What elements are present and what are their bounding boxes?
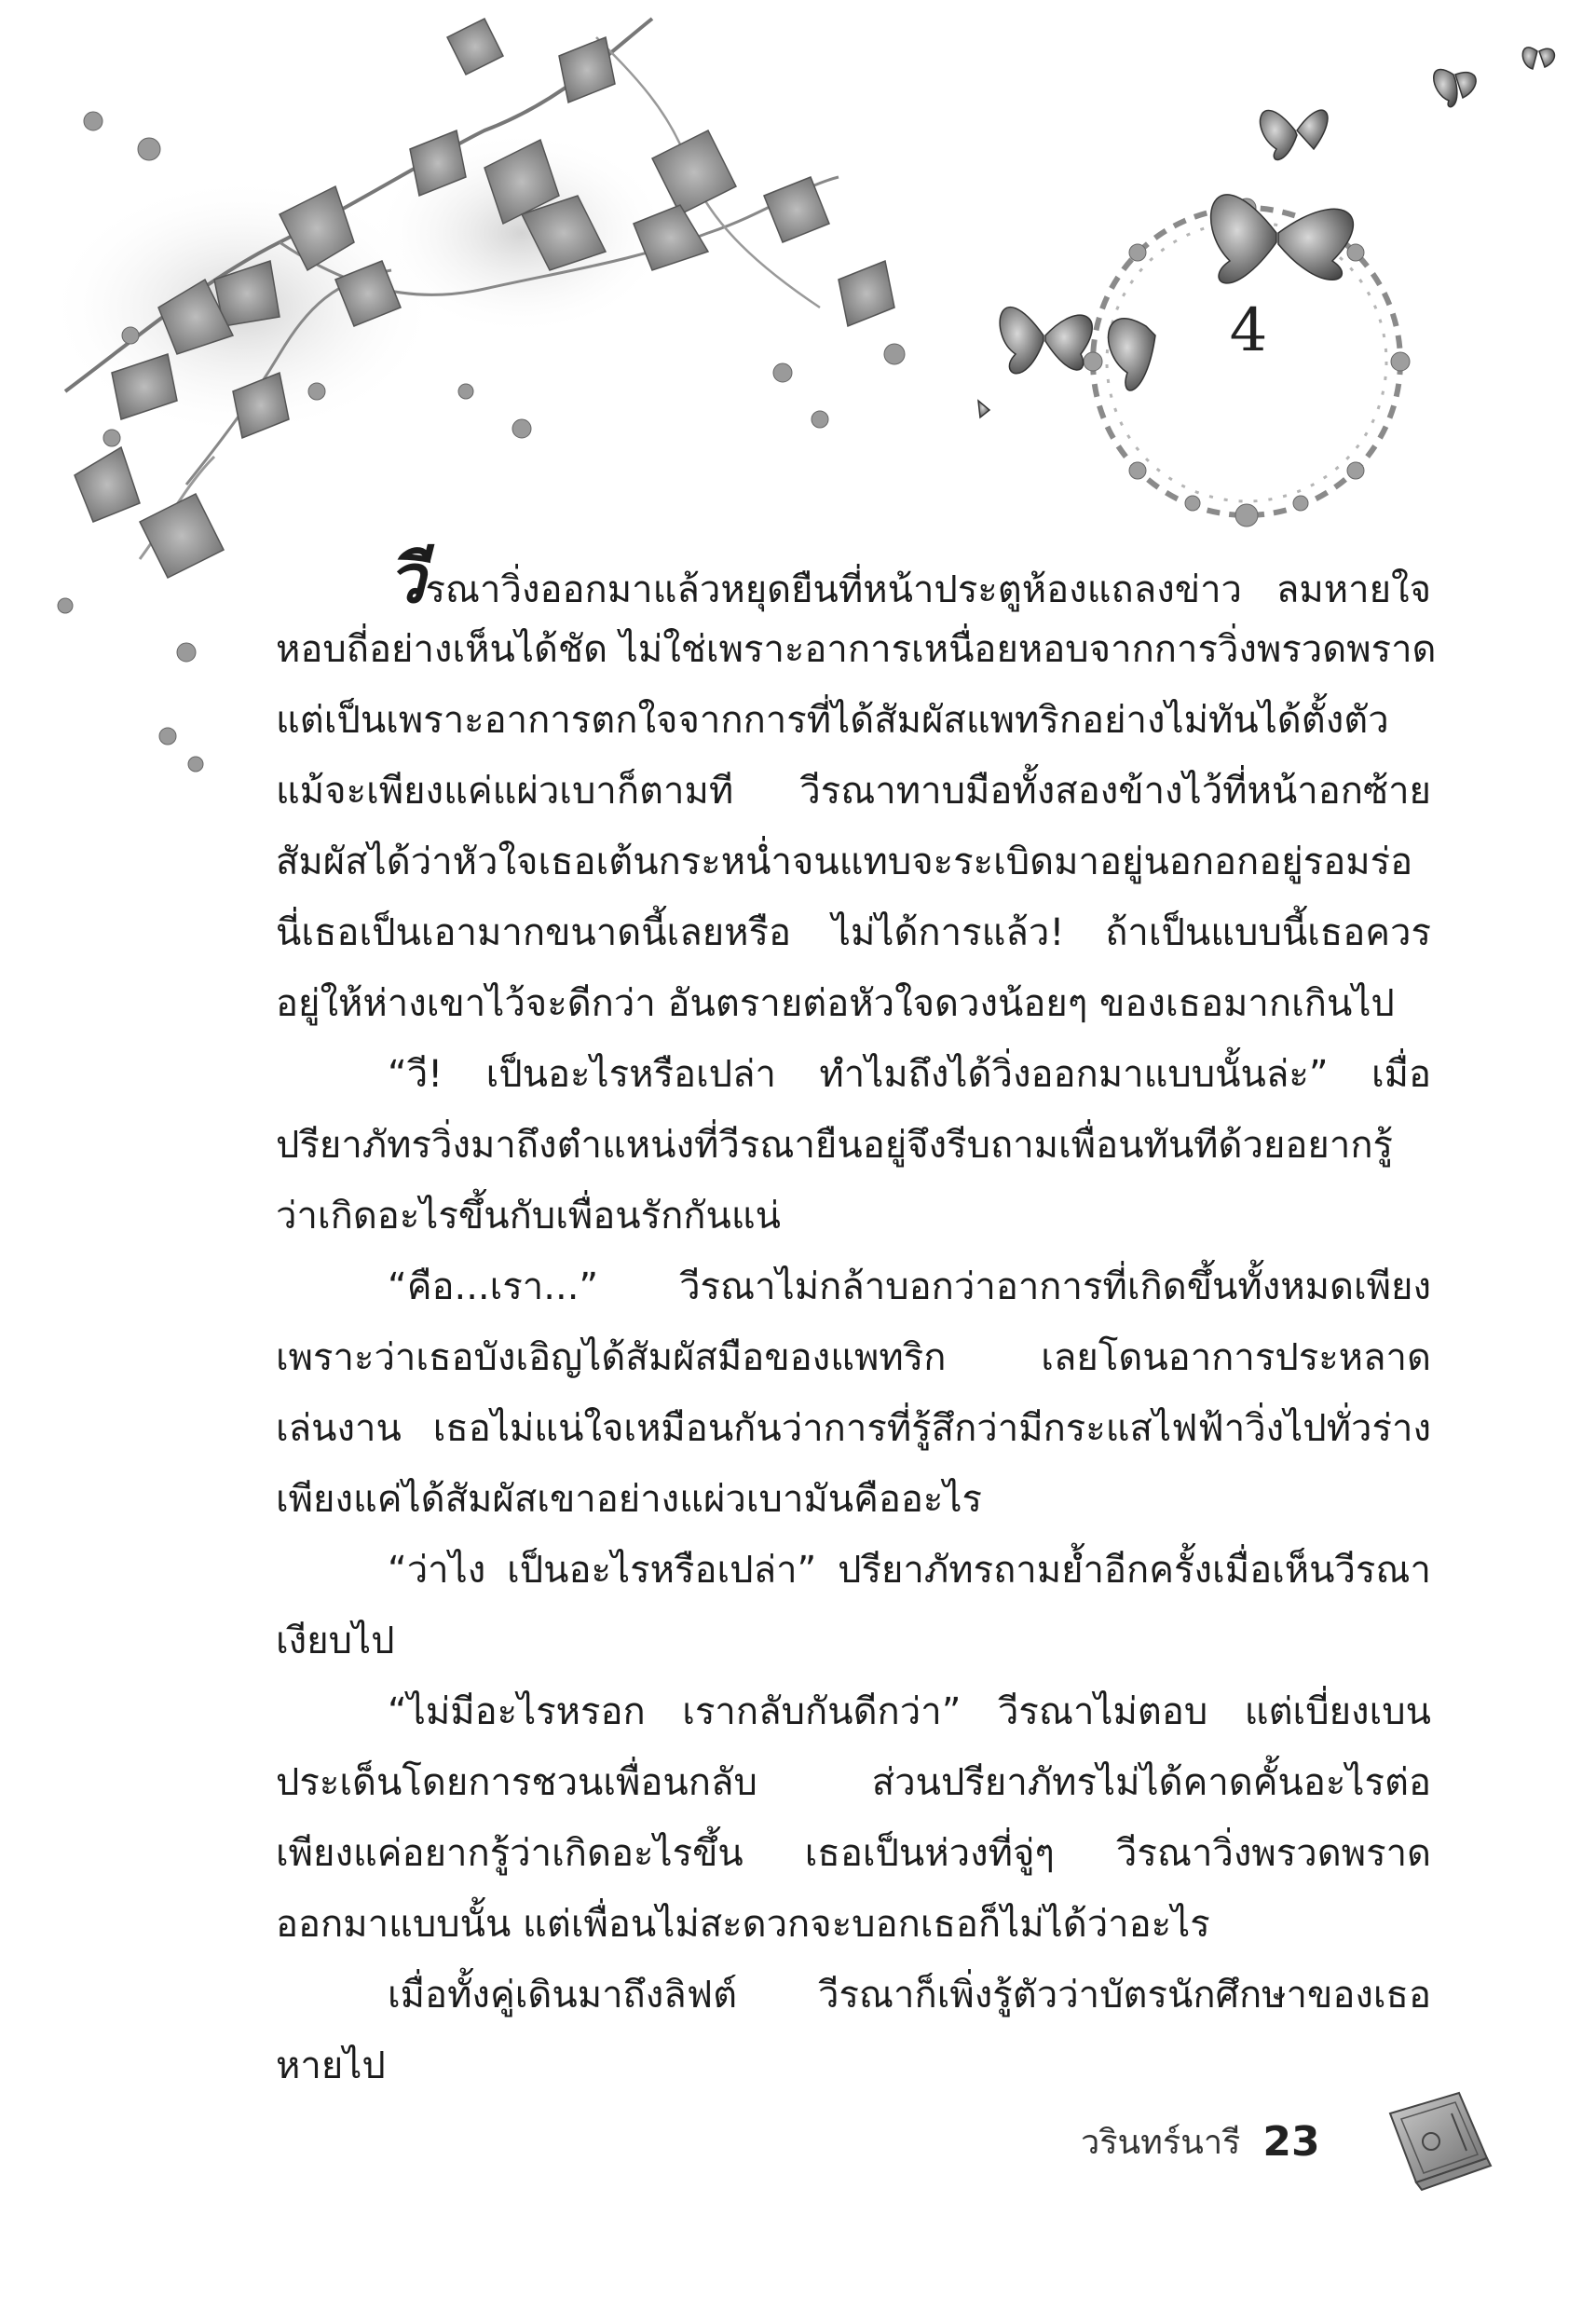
text-line: เมื่อทั้งคู่เดินมาถึงลิฟต์ วีรณาก็เพิ่งรู้ตัวว่าบัตรนักศึกษาของเธอ xyxy=(388,1974,1431,2017)
text-line: เงียบไป xyxy=(276,1620,395,1662)
chapter-body xyxy=(276,539,1437,2101)
text-line: แต่เป็นเพราะอาการตกใจจากการที่ได้สัมผัสแพทริกอย่างไม่ทันได้ตั้งตัว xyxy=(276,699,1389,742)
text-line: สัมผัสได้ว่าหัวใจเธอเต้นกระหน่ำจนแทบจะระเบิดมาอยู่นอกอกอยู่รอมร่อ xyxy=(276,841,1413,883)
text-line: เพราะว่าเธอบังเอิญได้สัมผัสมือของแพทริก เลยโดนอาการประหลาด xyxy=(276,1336,1431,1379)
chapter-number: 4 xyxy=(1229,296,1268,365)
text-line: แม้จะเพียงแค่แผ่วเบาก็ตามที วีรณาทาบมือทั้งสองข้างไว้ที่หน้าอกซ้าย xyxy=(276,770,1431,813)
text-line: หายไป xyxy=(276,2044,386,2087)
text-line: เพียงแค่อยากรู้ว่าเกิดอะไรขึ้น เธอเป็นห่วงที่จู่ๆ วีรณาวิ่งพรวดพราด xyxy=(276,1832,1431,1875)
book-title: วรินทร์นารี xyxy=(1081,2123,1241,2162)
text-line: “ว่าไง เป็นอะไรหรือเปล่า” ปรียาภัทรถามย้ำอีกครั้งเมื่อเห็นวีรณา xyxy=(388,1549,1431,1592)
drop-cap: วี xyxy=(388,539,426,618)
text-line: ออกมาแบบนั้น แต่เพื่อนไม่สะดวกจะบอกเธอก็ไม่ได้ว่าอะไร xyxy=(276,1903,1210,1946)
text-line: ว่าเกิดอะไรขึ้นกับเพื่อนรักกันแน่ xyxy=(276,1195,781,1238)
page-footer xyxy=(1081,2104,1320,2179)
text-line: “คือ...เรา...” วีรณาไม่กล้าบอกว่าอาการที่เกิดขึ้นทั้งหมดเพียง xyxy=(388,1265,1431,1308)
text-line: อยู่ให้ห่างเขาไว้จะดีกว่า อันตรายต่อหัวใจดวงน้อยๆ ของเธอมากเกินไป xyxy=(276,982,1395,1025)
text-line: นี่เธอเป็นเอามากขนาดนี้เลยหรือ ไม่ได้การแล้ว! ถ้าเป็นแบบนี้เธอควร xyxy=(276,911,1431,954)
text-line: “ไม่มีอะไรหรอก เรากลับกันดีกว่า” วีรณาไม่ตอบ แต่เบี่ยงเบน xyxy=(388,1690,1431,1733)
book-icon xyxy=(1377,2085,1498,2193)
text-line: ประเด็นโดยการชวนเพื่อนกลับ ส่วนปรียาภัทรไม่ได้คาดคั้นอะไรต่อ xyxy=(276,1761,1431,1804)
text-line: เล่นงาน เธอไม่แน่ใจเหมือนกันว่าการที่รู้สึกว่ามีกระแสไฟฟ้าวิ่งไปทั่วร่าง xyxy=(276,1407,1431,1450)
text-line: วีรณาวิ่งออกมาแล้วหยุดยืนที่หน้าประตูห้องแถลงข่าว ลมหายใจ xyxy=(388,539,1431,618)
text-line: หอบถี่อย่างเห็นได้ชัด ไม่ใช่เพราะอาการเหนื่อยหอบจากการวิ่งพรวดพราด xyxy=(276,628,1437,671)
text-line: เพียงแค่ได้สัมผัสเขาอย่างแผ่วเบามันคืออะไร xyxy=(276,1478,983,1521)
page-number: 23 xyxy=(1262,2117,1320,2166)
text-line: “วี! เป็นอะไรหรือเปล่า ทำไมถึงได้วิ่งออกมาแบบนั้นล่ะ” เมื่อ xyxy=(388,1053,1431,1096)
text-line: ปรียาภัทรวิ่งมาถึงตำแหน่งที่วีรณายืนอยู่จึงรีบถามเพื่อนทันทีด้วยอยากรู้ xyxy=(276,1124,1394,1167)
